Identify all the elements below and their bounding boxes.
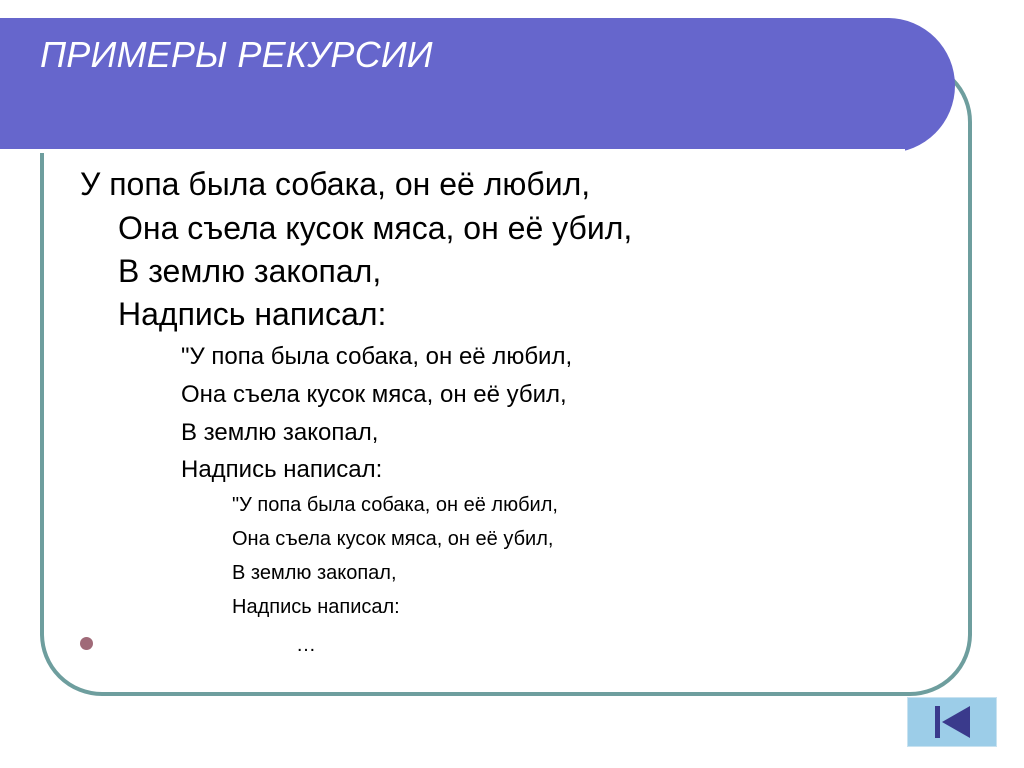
deep-verse-line-3: В землю закопал,: [232, 562, 397, 584]
verse-line-3: В землю закопал,: [118, 253, 382, 289]
slide-title: ПРИМЕРЫ РЕКУРСИИ: [40, 34, 433, 75]
first-slide-button[interactable]: [907, 697, 997, 747]
verse-line-4: Надпись написал:: [118, 296, 387, 332]
verse-line-1: У попа была собака, он её любил,: [80, 166, 591, 202]
deep-verse-line-2: Она съела кусок мяса, он её убил,: [232, 528, 554, 550]
bullet-dot: [80, 637, 93, 650]
nested-verse-line-3: В землю закопал,: [181, 419, 379, 446]
ellipsis: …: [296, 634, 316, 656]
nested-verse-line-1: "У попа была собака, он её любил,: [181, 343, 573, 370]
header-divider: [0, 149, 905, 153]
skip-to-start-icon: [908, 698, 996, 746]
deep-verse-line-4: Надпись написал:: [232, 596, 400, 618]
deep-verse-line-1: "У попа была собака, он её любил,: [232, 494, 558, 516]
nested-verse-line-2: Она съела кусок мяса, он её убил,: [181, 381, 567, 408]
verse-line-2: Она съела кусок мяса, он её убил,: [118, 210, 633, 246]
content-frame: [40, 60, 972, 696]
nested-verse-line-4: Надпись написал:: [181, 456, 383, 483]
